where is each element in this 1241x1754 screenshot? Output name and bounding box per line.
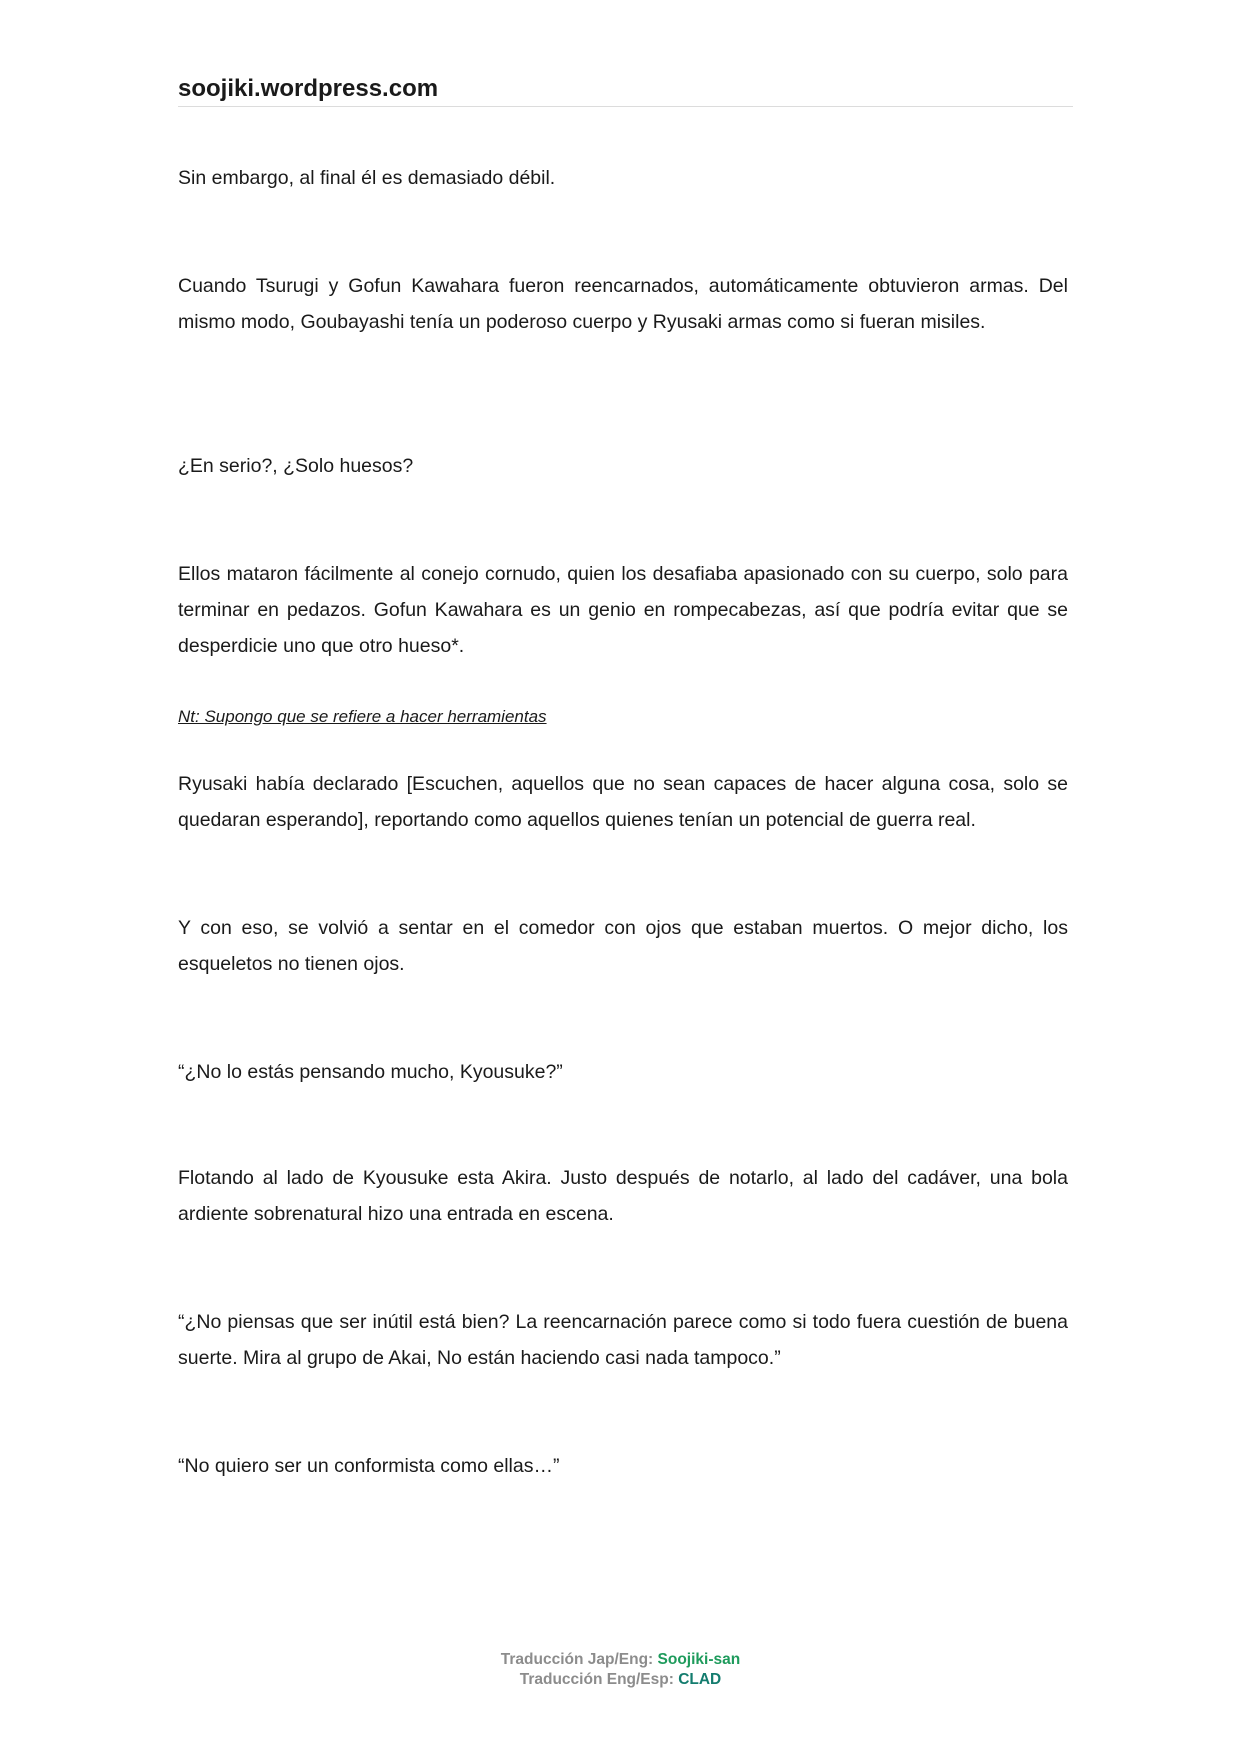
paragraph-7: “¿No lo estás pensando mucho, Kyousuke?” bbox=[178, 1061, 563, 1083]
paragraph-1: Sin embargo, al final él es demasiado débil. bbox=[178, 167, 556, 189]
paragraph-6: Y con eso, se volvió a sentar en el comedor con ojos que estaban muertos. O mejor dicho, los esqueletos no tienen ojos. bbox=[178, 917, 1068, 975]
footer-credit-name: CLAD bbox=[678, 1671, 722, 1688]
paragraph-5: Ryusaki había declarado [Escuchen, aquellos que no sean capaces de hacer alguna cosa, solo se quedaran esperando], reportando como aquellos quienes tenían un potencial de guerra real. bbox=[178, 773, 1068, 831]
page-header bbox=[178, 74, 1073, 107]
paragraph-2: Cuando Tsurugi y Gofun Kawahara fueron reencarnados, automáticamente obtuvieron armas. Del mismo modo, Goubayashi tenía un poderoso cuerpo y Ryusaki armas como si fueran misiles. bbox=[178, 275, 1068, 333]
footer-credit-name: Soojiki-san bbox=[657, 1651, 741, 1668]
page-footer bbox=[0, 1650, 1241, 1690]
footer-credit-jap-eng bbox=[0, 1650, 1241, 1670]
paragraph-9: “¿No piensas que ser inútil está bien? La reencarnación parece como si todo fuera cuestión de buena suerte. Mira al grupo de Akai, No están haciendo casi nada tampoco.” bbox=[178, 1311, 1068, 1369]
paragraph-4: Ellos mataron fácilmente al conejo cornudo, quien los desafiaba apasionado con su cuerpo, solo para terminar en pedazos. Gofun Kawahara es un genio en rompecabezas, así que podría evitar que se desperdicie uno que otro hueso*. bbox=[178, 563, 1068, 657]
paragraph-10: “No quiero ser un conformista como ellas…” bbox=[178, 1455, 560, 1477]
translator-note: Nt: Supongo que se refiere a hacer herramientas bbox=[178, 707, 547, 726]
site-title: soojiki.wordpress.com bbox=[178, 75, 439, 102]
paragraph-3: ¿En serio?, ¿Solo huesos? bbox=[178, 455, 414, 477]
footer-credit-label: Traducción Eng/Esp: bbox=[519, 1671, 679, 1688]
footer-credit-label: Traducción Jap/Eng: bbox=[500, 1651, 658, 1668]
footer-credit-eng-esp bbox=[0, 1670, 1241, 1690]
paragraph-8: Flotando al lado de Kyousuke esta Akira. Justo después de notarlo, al lado del cadáver, una bola ardiente sobrenatural hizo una entrada en escena. bbox=[178, 1167, 1068, 1225]
